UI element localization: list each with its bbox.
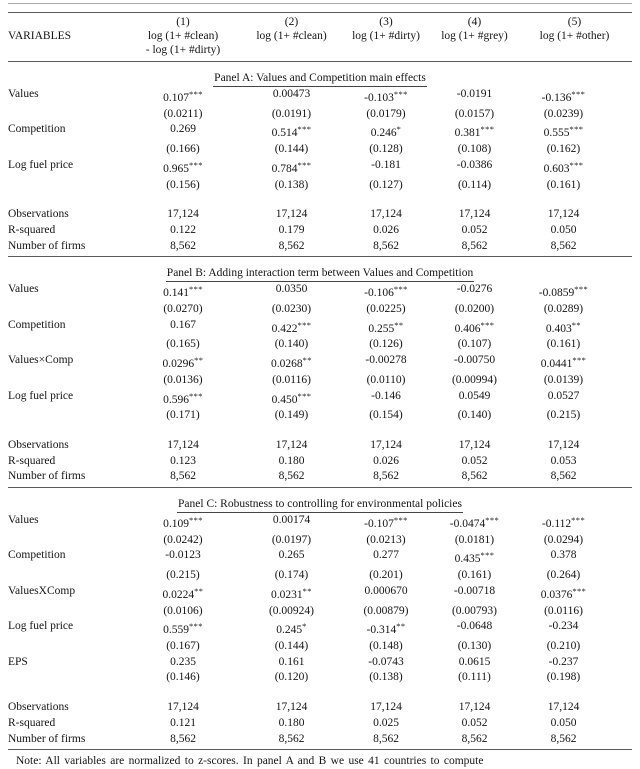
significance-stars: *** xyxy=(297,390,312,401)
row-label xyxy=(8,178,123,194)
cell-value: 8,562 xyxy=(461,470,488,483)
cell-value: 0.0296** xyxy=(162,355,204,371)
significance-stars: *** xyxy=(480,124,495,135)
cell-value: -0.103*** xyxy=(364,89,408,104)
significance-stars: *** xyxy=(188,621,203,632)
cell-value: (0.00994) xyxy=(451,373,498,386)
cell-value: 0.0231** xyxy=(271,585,312,601)
cell-value: 0.555*** xyxy=(543,124,584,140)
cell-value: 0.277 xyxy=(373,549,399,562)
table-note: Note: All variables are normalized to z-scores. In panel A and B we use 41 countries to compute xyxy=(16,755,484,768)
cell-value: -0.146 xyxy=(371,389,401,402)
row-label: EPS xyxy=(8,655,28,668)
column-header-4 xyxy=(432,15,517,57)
cell-value: (0.154) xyxy=(369,409,403,422)
significance-stars: *** xyxy=(571,89,586,99)
cell-value: 17,124 xyxy=(167,701,199,714)
row-label xyxy=(8,533,123,549)
column-dep-var: log (1+ #clean) xyxy=(256,30,327,42)
cell-value: 8,562 xyxy=(278,470,305,483)
panel-a-title-wrap xyxy=(8,69,632,87)
cell-value: (0.165) xyxy=(166,338,200,351)
significance-stars: ** xyxy=(396,621,406,632)
cell-value: 0.053 xyxy=(550,454,577,467)
cell-value: -0.0276 xyxy=(456,283,493,296)
table-header-row xyxy=(8,13,632,62)
cell-value: 8,562 xyxy=(170,470,196,483)
column-header-3 xyxy=(340,15,432,57)
significance-stars: ** xyxy=(302,585,312,596)
cell-value: 17,124 xyxy=(275,701,308,714)
cell-value: 17,124 xyxy=(458,701,491,714)
row-label xyxy=(8,337,123,353)
row-label: Number of firms xyxy=(8,732,86,745)
cell-value: -0.0474*** xyxy=(449,515,500,531)
column-number: (3) xyxy=(379,16,393,28)
significance-stars: *** xyxy=(188,515,203,526)
se-row xyxy=(8,670,632,686)
coef-row xyxy=(8,655,632,671)
cell-value: -0.0123 xyxy=(165,549,201,562)
cell-value: 0.0527 xyxy=(547,389,580,402)
cell-value: 17,124 xyxy=(458,208,491,221)
significance-stars: *** xyxy=(571,515,586,526)
panel-a-title: Panel A: Values and Competition main effects xyxy=(213,71,427,87)
cell-value: 17,124 xyxy=(370,208,402,221)
cell-value: 17,124 xyxy=(547,701,580,714)
cell-value: 0.0350 xyxy=(275,283,308,296)
se-row xyxy=(8,337,632,353)
cell-value: 0.052 xyxy=(461,223,488,236)
column-header-2 xyxy=(243,15,340,57)
cell-value: 0.381*** xyxy=(454,124,495,140)
cell-value: (0.161) xyxy=(546,178,581,191)
cell-value: (0.138) xyxy=(369,671,403,684)
cell-value: 0.269 xyxy=(170,123,196,136)
cell-value: 17,124 xyxy=(458,438,491,451)
significance-stars: ** xyxy=(394,319,404,330)
cell-value: (0.0136) xyxy=(163,373,203,386)
column-header-5 xyxy=(517,15,632,57)
cell-value: 0.403** xyxy=(545,319,582,335)
cell-value: (0.107) xyxy=(457,338,492,351)
cell-value: (0.148) xyxy=(369,639,403,652)
cell-value: 8,562 xyxy=(278,732,305,745)
cell-value: (0.0200) xyxy=(454,303,495,316)
cell-value: 0.514*** xyxy=(271,124,312,140)
se-row xyxy=(8,178,632,194)
cell-value: 0.0268** xyxy=(271,355,312,371)
cell-value: (0.167) xyxy=(166,639,200,652)
cell-value: (0.108) xyxy=(457,143,492,156)
cell-value: 0.109*** xyxy=(163,515,203,531)
cell-value: 0.0441*** xyxy=(540,355,587,371)
cell-value: (0.171) xyxy=(166,409,200,422)
cell-value: (0.162) xyxy=(546,143,581,156)
significance-stars: *** xyxy=(297,124,312,135)
cell-value: (0.0179) xyxy=(366,107,406,120)
cell-value: (0.156) xyxy=(166,178,200,191)
cell-value: (0.174) xyxy=(274,569,309,582)
significance-stars: *** xyxy=(569,159,584,170)
coef-row xyxy=(8,584,632,604)
row-label: Competition xyxy=(8,318,66,331)
cell-value: (0.166) xyxy=(166,143,200,156)
significance-stars: *** xyxy=(572,355,587,366)
cell-value: (0.0213) xyxy=(366,533,406,546)
cell-value: 0.026 xyxy=(373,223,399,236)
panel-a xyxy=(8,69,632,257)
cell-value: 0.596*** xyxy=(163,390,203,406)
stats-row xyxy=(8,454,632,470)
row-label xyxy=(8,568,123,584)
cell-value: 0.784*** xyxy=(271,159,312,175)
se-row xyxy=(8,604,632,620)
cell-value: (0.146) xyxy=(166,671,200,684)
cell-value: (0.127) xyxy=(369,178,403,191)
row-label: R-squared xyxy=(8,716,56,729)
cell-value: (0.0289) xyxy=(543,303,584,316)
stats-row xyxy=(8,223,632,239)
significance-stars: *** xyxy=(188,89,203,99)
row-label: Values xyxy=(8,88,39,100)
cell-value: 0.121 xyxy=(170,716,196,729)
significance-stars: *** xyxy=(574,284,589,295)
cell-value: 8,562 xyxy=(373,470,399,483)
cell-value: (0.0242) xyxy=(163,533,203,546)
significance-stars: * xyxy=(396,124,402,135)
cell-value: (0.111) xyxy=(458,671,491,684)
cell-value: (0.144) xyxy=(274,143,309,156)
row-label: Competition xyxy=(8,123,66,136)
cell-value: (0.138) xyxy=(274,178,309,191)
cell-value: (0.161) xyxy=(546,338,581,351)
column-dep-var: log (1+ #clean) xyxy=(147,30,219,42)
coef-row xyxy=(8,122,632,142)
coef-row xyxy=(8,619,632,639)
cell-value: 17,124 xyxy=(167,208,199,221)
cell-value: (0.128) xyxy=(369,143,403,156)
panel-spacer xyxy=(8,686,632,700)
cell-value: -0.136*** xyxy=(541,89,586,104)
panel-spacer xyxy=(8,193,632,207)
cell-value: 0.422*** xyxy=(271,319,312,335)
cell-value: 8,562 xyxy=(550,239,577,252)
coef-row xyxy=(8,389,632,409)
cell-value: 0.0224** xyxy=(162,585,204,601)
stats-row xyxy=(8,207,632,223)
cell-value: 17,124 xyxy=(547,208,580,221)
panel-b xyxy=(8,264,632,488)
column-number: (2) xyxy=(284,16,299,28)
cell-value: (0.264) xyxy=(546,569,581,582)
significance-stars: ** xyxy=(194,585,204,596)
row-label: Log fuel price xyxy=(8,158,74,171)
cell-value: (0.140) xyxy=(274,338,309,351)
panel-spacer xyxy=(8,424,632,438)
se-row xyxy=(8,373,632,389)
cell-value: 0.050 xyxy=(550,223,577,236)
cell-value: 0.141*** xyxy=(163,284,203,300)
row-label: Values xyxy=(8,514,39,527)
cell-value: 17,124 xyxy=(275,438,308,451)
cell-value: (0.161) xyxy=(457,569,492,582)
column-header-1 xyxy=(123,15,243,57)
panel-c-title-wrap xyxy=(8,495,632,513)
coef-row xyxy=(8,513,632,533)
cell-value: (0.00793) xyxy=(451,604,498,617)
se-row xyxy=(8,639,632,655)
row-label: Observations xyxy=(8,208,69,221)
cell-value: (0.0294) xyxy=(543,533,584,546)
cell-value: 0.180 xyxy=(278,454,305,467)
significance-stars: *** xyxy=(297,159,312,170)
cell-value: 0.378 xyxy=(550,549,577,562)
cell-value: 8,562 xyxy=(550,732,577,745)
cell-value: 8,562 xyxy=(461,239,488,252)
cell-value: (0.126) xyxy=(369,338,403,351)
cell-value: 8,562 xyxy=(278,239,305,252)
cell-value: (0.0270) xyxy=(163,303,203,316)
cell-value: -0.112*** xyxy=(541,515,586,531)
cell-value: (0.198) xyxy=(546,671,581,684)
cell-value: -0.107*** xyxy=(364,515,408,531)
cell-value: 17,124 xyxy=(370,438,402,451)
coef-row xyxy=(8,318,632,338)
table-panels xyxy=(8,69,632,750)
cell-value: -0.0191 xyxy=(456,88,493,100)
cell-value: 0.603*** xyxy=(543,159,584,175)
cell-value: 0.255** xyxy=(368,319,404,335)
row-label xyxy=(8,142,123,158)
cell-value: 0.167 xyxy=(170,318,196,331)
cell-value: (0.0239) xyxy=(543,107,584,120)
row-label xyxy=(8,107,123,123)
cell-value: 0.00473 xyxy=(272,88,311,100)
cell-value: 8,562 xyxy=(170,732,196,745)
cell-value: (0.0181) xyxy=(454,533,495,546)
cell-value: (0.0139) xyxy=(543,373,584,386)
cell-value: 0.025 xyxy=(373,716,399,729)
cell-value: (0.0106) xyxy=(163,604,203,617)
column-dep-var: log (1+ #grey) xyxy=(441,30,508,42)
cell-value: 0.245* xyxy=(276,621,307,637)
se-row xyxy=(8,568,632,584)
cell-value: (0.149) xyxy=(274,409,309,422)
regression-table-page xyxy=(0,3,640,768)
cell-value: 0.0376*** xyxy=(540,585,587,601)
cell-value: (0.0225) xyxy=(366,303,406,316)
cell-value: (0.00879) xyxy=(363,604,409,617)
cell-value: -0.314** xyxy=(366,621,406,637)
cell-value: 0.00174 xyxy=(272,514,311,527)
cell-value: 0.050 xyxy=(550,716,577,729)
panel-b-title-wrap xyxy=(8,264,632,282)
cell-value: (0.130) xyxy=(457,639,492,652)
cell-value: -0.234 xyxy=(548,620,579,633)
cell-value: -0.0648 xyxy=(456,620,493,633)
stats-row xyxy=(8,239,632,255)
row-label: Number of firms xyxy=(8,470,86,483)
cell-value: -0.106*** xyxy=(364,284,408,300)
row-label: Log fuel price xyxy=(8,389,74,402)
cell-value: 0.0615 xyxy=(458,655,491,668)
cell-value: 0.965*** xyxy=(163,159,203,175)
significance-stars: *** xyxy=(188,159,203,170)
cell-value: 0.235 xyxy=(170,655,196,668)
table-top-rule-light xyxy=(8,3,632,4)
cell-value: (0.215) xyxy=(546,409,581,422)
cell-value: 0.246* xyxy=(370,124,402,140)
cell-value: -0.00718 xyxy=(453,584,496,597)
column-number: (1) xyxy=(176,16,190,28)
cell-value: -0.0743 xyxy=(368,655,404,668)
cell-value: (0.114) xyxy=(457,178,492,191)
regression-table xyxy=(8,3,632,769)
cell-value: 0.265 xyxy=(278,549,305,562)
cell-value: 17,124 xyxy=(275,208,308,221)
se-row xyxy=(8,533,632,549)
cell-value: 8,562 xyxy=(373,239,399,252)
column-dep-var: log (1+ #dirty) xyxy=(352,30,420,42)
stats-row xyxy=(8,438,632,454)
significance-stars: *** xyxy=(572,585,587,596)
cell-value: -0.00278 xyxy=(365,354,407,367)
cell-value: 17,124 xyxy=(167,438,199,451)
significance-stars: *** xyxy=(393,284,408,295)
cell-value: 0.559*** xyxy=(163,621,203,637)
cell-value: 8,562 xyxy=(373,732,399,745)
significance-stars: ** xyxy=(571,319,582,330)
coef-row xyxy=(8,282,632,302)
cell-value: (0.0191) xyxy=(271,107,312,120)
panel-c xyxy=(8,495,632,750)
row-label xyxy=(8,639,123,655)
row-label: Competition xyxy=(8,549,66,562)
column-number: (4) xyxy=(467,16,482,28)
row-label: R-squared xyxy=(8,454,56,467)
se-row xyxy=(8,142,632,158)
cell-value: (0.0110) xyxy=(366,373,406,386)
cell-value: (0.0157) xyxy=(454,107,495,120)
row-label: Observations xyxy=(8,438,69,451)
cell-value: 0.0549 xyxy=(458,389,491,402)
cell-value: (0.201) xyxy=(369,569,403,582)
row-label: R-squared xyxy=(8,223,56,236)
stats-row xyxy=(8,700,632,716)
cell-value: 0.026 xyxy=(373,454,399,467)
cell-value: (0.210) xyxy=(546,639,581,652)
cell-value: 0.123 xyxy=(170,454,196,467)
row-label: Number of firms xyxy=(8,239,86,252)
significance-stars: *** xyxy=(188,390,203,401)
coef-row xyxy=(8,548,632,568)
cell-value: 0.435*** xyxy=(454,550,495,566)
cell-value: 0.180 xyxy=(278,716,305,729)
cell-value: -0.00750 xyxy=(453,354,496,367)
se-row xyxy=(8,302,632,318)
row-label: Values xyxy=(8,283,39,296)
cell-value: -0.0859*** xyxy=(538,284,589,300)
stats-row xyxy=(8,716,632,732)
row-label xyxy=(8,373,123,389)
significance-stars: *** xyxy=(569,124,584,135)
cell-value: -0.181 xyxy=(371,158,401,171)
cell-value: 0.406*** xyxy=(454,319,495,335)
row-label: Log fuel price xyxy=(8,620,74,633)
significance-stars: *** xyxy=(188,284,203,295)
panel-c-title: Panel C: Robustness to controlling for environmental policies xyxy=(177,497,463,513)
row-label xyxy=(8,604,123,620)
coef-row xyxy=(8,353,632,373)
column-dep-var-line2: - log (1+ #dirty) xyxy=(145,44,221,56)
significance-stars: * xyxy=(302,621,307,632)
cell-value: 0.107*** xyxy=(163,89,203,104)
cell-value: 8,562 xyxy=(461,732,488,745)
se-row xyxy=(8,107,632,123)
row-label xyxy=(8,408,123,424)
significance-stars: *** xyxy=(485,515,500,526)
row-label: Observations xyxy=(8,701,69,714)
coef-row xyxy=(8,158,632,178)
row-label: Values×Comp xyxy=(8,354,74,367)
cell-value: 0.052 xyxy=(461,454,488,467)
stats-row xyxy=(8,469,632,485)
cell-value: 0.000670 xyxy=(364,584,408,597)
row-label: ValuesXComp xyxy=(8,584,76,597)
cell-value: -0.237 xyxy=(548,655,579,668)
row-label xyxy=(8,302,123,318)
coef-row xyxy=(8,87,632,107)
cell-value: (0.0116) xyxy=(544,604,583,617)
significance-stars: *** xyxy=(297,319,312,330)
cell-value: (0.144) xyxy=(274,639,309,652)
cell-value: (0.0211) xyxy=(163,107,203,120)
row-label xyxy=(8,670,123,686)
cell-value: 0.450*** xyxy=(271,390,312,406)
cell-value: 0.122 xyxy=(170,223,196,236)
cell-value: 17,124 xyxy=(547,438,580,451)
cell-value: (0.0230) xyxy=(271,303,312,316)
significance-stars: *** xyxy=(393,515,408,526)
cell-value: 8,562 xyxy=(170,239,196,252)
cell-value: (0.120) xyxy=(274,671,309,684)
panel-b-title: Panel B: Adding interaction term between Values and Competition xyxy=(166,266,474,282)
column-number: (5) xyxy=(567,16,582,28)
cell-value: -0.0386 xyxy=(456,158,493,171)
cell-value: 0.179 xyxy=(278,223,305,236)
cell-value: 8,562 xyxy=(550,470,577,483)
se-row xyxy=(8,408,632,424)
column-dep-var: log (1+ #other) xyxy=(539,30,610,42)
stats-row xyxy=(8,732,632,748)
significance-stars: *** xyxy=(480,319,495,330)
cell-value: (0.0197) xyxy=(271,533,312,546)
cell-value: (0.00924) xyxy=(268,604,315,617)
cell-value: 0.052 xyxy=(461,716,488,729)
significance-stars: ** xyxy=(302,355,312,366)
cell-value: (0.140) xyxy=(457,409,492,422)
cell-value: (0.215) xyxy=(166,569,200,582)
cell-value: 0.161 xyxy=(278,655,305,668)
significance-stars: ** xyxy=(194,355,204,366)
significance-stars: *** xyxy=(480,550,495,561)
cell-value: 17,124 xyxy=(370,701,402,714)
cell-value: (0.0116) xyxy=(272,373,311,386)
significance-stars: *** xyxy=(393,89,408,99)
variables-column-header: VARIABLES xyxy=(8,30,72,42)
